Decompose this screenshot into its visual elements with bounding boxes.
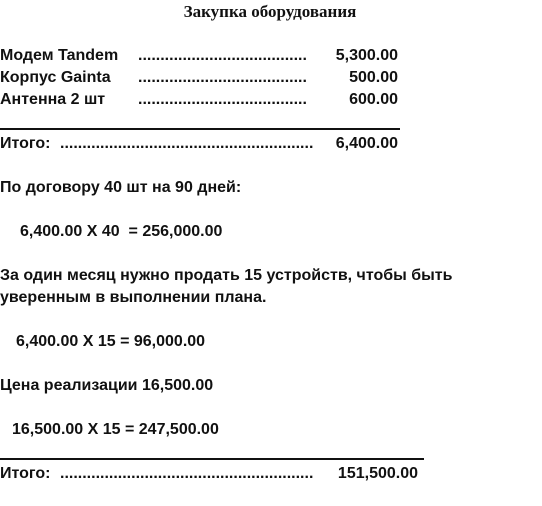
item-amount: 600.00 bbox=[349, 91, 398, 108]
document-title: Закупка оборудования bbox=[183, 2, 357, 21]
item-name: Корпус Gainta bbox=[0, 69, 111, 86]
divider-line bbox=[0, 128, 400, 130]
item-name: Антенна 2 шт bbox=[0, 91, 106, 108]
contract-text: По договору 40 шт на 90 дней: bbox=[0, 179, 242, 196]
item-amount: 5,300.00 bbox=[335, 47, 398, 64]
total-label: Итого: bbox=[0, 135, 51, 152]
total-leader-dots: ......................................................... bbox=[60, 465, 314, 482]
divider-line bbox=[0, 458, 424, 460]
total-amount: 151,500.00 bbox=[337, 465, 418, 482]
item-leader-dots: ...................................... bbox=[138, 47, 307, 64]
total-leader-dots: ......................................................... bbox=[60, 135, 314, 152]
calculation-month: 6,400.00 Х 15 = 96,000.00 bbox=[16, 333, 206, 350]
total-amount: 6,400.00 bbox=[335, 135, 398, 152]
month-plan-text: За один месяц нужно продать 15 устройств, чтобы быть bbox=[0, 267, 453, 284]
sale-price-text: Цена реализации 16,500.00 bbox=[0, 377, 214, 394]
calculation-revenue: 16,500.00 Х 15 = 247,500.00 bbox=[12, 421, 219, 438]
item-leader-dots: ...................................... bbox=[138, 69, 307, 86]
total-label: Итого: bbox=[0, 465, 51, 482]
item-name: Модем Tandem bbox=[0, 47, 119, 64]
item-amount: 500.00 bbox=[349, 69, 398, 86]
item-leader-dots: ...................................... bbox=[138, 91, 307, 108]
calculation-contract: 6,400.00 Х 40 = 256,000.00 bbox=[20, 223, 223, 240]
month-plan-text: уверенным в выполнении плана. bbox=[0, 289, 267, 306]
